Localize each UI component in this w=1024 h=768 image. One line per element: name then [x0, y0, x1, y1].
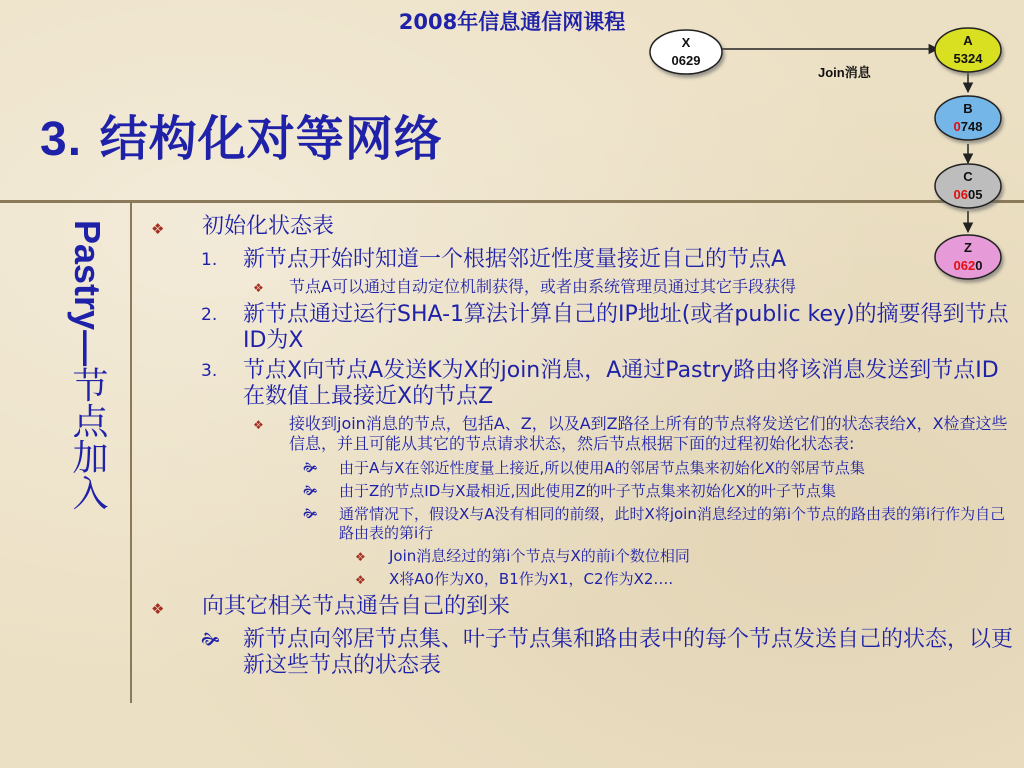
bullet-text: 新节点开始时知道一个根据邻近性度量接近自己的节点A — [243, 247, 787, 272]
bullet-text: 新节点通过运行SHA-1算法计算自己的IP地址(或者public key)的摘要得到节点ID为X — [243, 302, 1009, 353]
link-bullet-icon: 🙞 — [303, 507, 318, 522]
bullet-prefix-match — [145, 547, 1015, 566]
bullet-announce-detail — [145, 627, 1015, 679]
bullet-step-1 — [145, 247, 903, 273]
node-c-id: C — [963, 169, 973, 184]
node-c-num-black: 05 — [968, 187, 983, 202]
side-label-cn: 节点加入 — [67, 366, 108, 511]
slide-content — [145, 213, 1015, 683]
title-text: 结构化对等网络 — [99, 111, 443, 167]
node-z-num-black: 0 — [975, 258, 983, 273]
bullet-row-mapping — [145, 570, 1015, 589]
node-a — [935, 28, 1001, 72]
bullet-neighbor-set — [145, 459, 1015, 478]
bullet-step-3-note — [145, 414, 1015, 454]
diamond-bullet-icon: ❖ — [151, 600, 165, 618]
node-b-num-black: 748 — [960, 119, 983, 134]
bullet-step-2 — [145, 302, 1015, 354]
node-x-num — [672, 53, 701, 68]
bullet-text: Join消息经过的第i个节点与X的前i个数位相同 — [389, 547, 690, 565]
diamond-bullet-icon: ❖ — [253, 418, 264, 432]
diamond-bullet-icon: ❖ — [253, 281, 264, 295]
bullet-text: 向其它相关节点通告自己的到来 — [202, 594, 511, 619]
bullet-text: 通常情况下，假设X与A没有相同的前缀，此时X将join消息经过的第i个节点的路由表的第i行作为自己路由表的第i行 — [339, 505, 1006, 542]
bullet-text: X将A0作为X0，B1作为X1，C2作为X2…. — [389, 570, 674, 588]
edge-label: Join消息 — [818, 65, 871, 80]
link-bullet-icon: 🙞 — [201, 630, 220, 650]
node-c — [935, 164, 1001, 208]
node-b-num — [954, 119, 983, 134]
course-header: 2008年信息通信网课程 — [398, 10, 626, 34]
node-a-num-black: 5324 — [953, 51, 983, 66]
bullet-step-3 — [145, 358, 1015, 410]
bullet-text: 节点X向节点A发送K为X的join消息，A通过Pastry路由将该消息发送到节点ID在数值上最接近X的节点Z — [243, 358, 999, 409]
step-number: 1. — [201, 250, 218, 270]
node-b — [935, 96, 1001, 140]
bullet-text: 节点A可以通过自动定位机制获得，或者由系统管理员通过其它手段获得 — [289, 277, 796, 296]
bullet-text: 由于A与X在邻近性度量上接近,所以使用A的邻居节点集来初始化X的邻居节点集 — [339, 459, 865, 477]
node-x-id: X — [681, 35, 691, 50]
node-x — [650, 30, 722, 74]
bullet-text: 初始化状态表 — [202, 214, 335, 239]
node-a-num — [954, 51, 984, 66]
bullet-announce — [145, 593, 1015, 621]
node-z-id: Z — [964, 240, 972, 255]
node-a-id: A — [963, 33, 973, 48]
node-b-num-red: 0 — [953, 119, 961, 134]
link-bullet-icon: 🙞 — [303, 461, 318, 476]
step-number: 3. — [201, 361, 218, 381]
node-c-num-red: 06 — [953, 187, 968, 202]
diamond-bullet-icon: ❖ — [355, 550, 366, 564]
side-label-latin: Pastry— — [67, 220, 108, 367]
node-b-id: B — [963, 101, 973, 116]
link-bullet-icon: 🙞 — [303, 484, 318, 499]
bullet-text: 新节点向邻居节点集、叶子节点集和路由表中的每个节点发送自己的状态，以更新这些节点的状态表 — [243, 627, 1014, 678]
diamond-bullet-icon: ❖ — [355, 573, 366, 587]
step-number: 2. — [201, 305, 218, 325]
title-number: 3. — [40, 113, 83, 166]
bullet-step-1-note — [145, 277, 1015, 297]
node-c-num — [954, 187, 983, 202]
diamond-bullet-icon: ❖ — [151, 220, 165, 238]
node-z-num-red: 062 — [953, 258, 976, 273]
bullet-routing-table — [145, 505, 1015, 543]
node-x-num-black: 0629 — [671, 53, 701, 68]
bullet-init-state — [145, 213, 1015, 241]
bullet-text: 由于Z的节点ID与X最相近,因此使用Z的叶子节点集来初始化X的叶子节点集 — [339, 482, 836, 500]
bullet-text: 接收到join消息的节点，包括A、Z，以及A到Z路径上所有的节点将发送它们的状态表给X，X检查这些信息，并且可能从其它的节点请求状态，然后节点根据下面的过程初始化状态表: — [289, 414, 1008, 453]
bullet-leaf-set — [145, 482, 1015, 501]
